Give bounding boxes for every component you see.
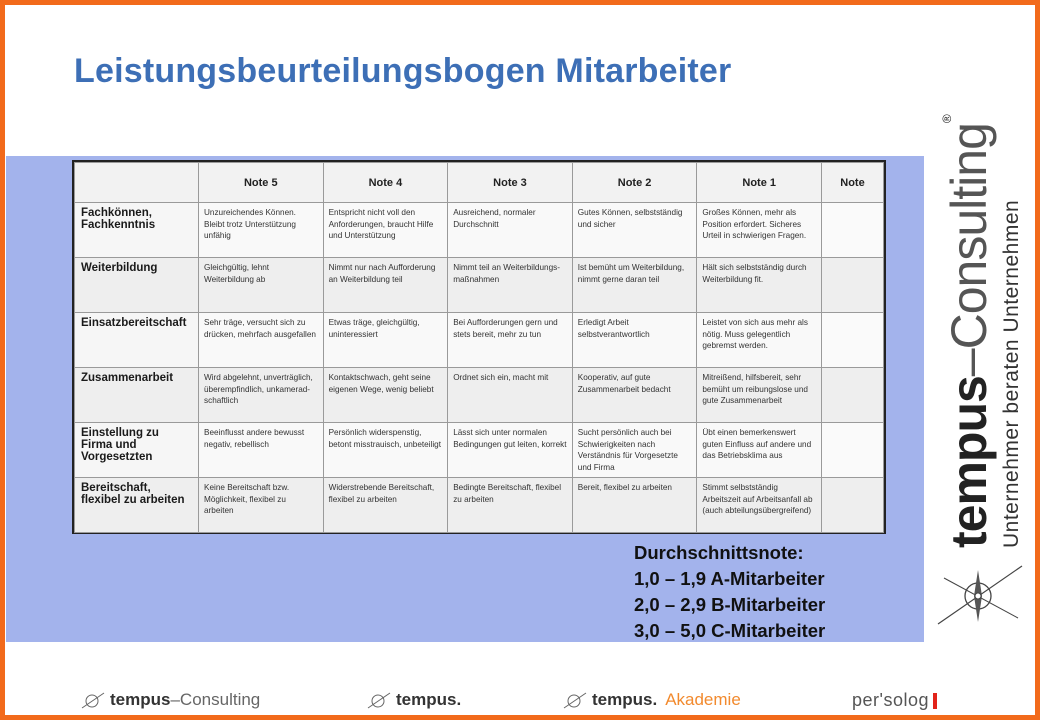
brand-name-light: –Consulting — [941, 123, 997, 377]
brand-name-bold: tempus — [941, 376, 997, 548]
table-cell: Widerstrebende Bereitschaft, flexibel zu arbeiten — [323, 478, 448, 533]
table-cell: Entspricht nicht voll den Anforderungen, braucht Hilfe und Unterstützung — [323, 203, 448, 258]
footer-logo-akademie — [562, 690, 741, 710]
legend-line-a: 1,0 – 1,9 A-Mitarbeiter — [634, 568, 825, 589]
header-cell-note3: Note 3 — [448, 163, 573, 203]
footer-logo3-bold: tempus. — [592, 690, 658, 709]
compass-icon — [934, 558, 1026, 632]
footer-logo-consulting — [80, 690, 260, 710]
table-cell: Bedingte Bereitschaft, flexibel zu arbeiten — [448, 478, 573, 533]
table-cell: Lässt sich unter normalen Bedingungen gut leiten, korrekt — [448, 423, 573, 478]
table-row — [75, 368, 884, 423]
evaluation-table — [72, 160, 886, 534]
table-cell: Sehr träge, versucht sich zu drücken, mehrfach ausgefallen — [199, 313, 324, 368]
table-row — [75, 423, 884, 478]
persolog-bar-icon — [933, 693, 937, 709]
footer-logo-tempus — [366, 690, 461, 710]
footer-logo4-text: per'solog — [852, 690, 929, 710]
table-row — [75, 313, 884, 368]
footer-logo1-light: –Consulting — [170, 690, 261, 709]
note-entry-cell — [822, 478, 884, 533]
footer-logo1-bold: tempus — [110, 690, 171, 709]
table-cell: Nimmt nur nach Aufforderung an Weiterbildung teil — [323, 258, 448, 313]
table-cell: Erledigt Arbeit selbstverantwortlich — [572, 313, 697, 368]
footer-logo2-text: tempus. — [396, 690, 462, 709]
table-header-row — [75, 163, 884, 203]
footer-logo-persolog — [852, 690, 937, 711]
criterion-cell: Einsatzbereitschaft — [75, 313, 199, 368]
table-cell: Beeinflusst andere bewusst negativ, rebellisch — [199, 423, 324, 478]
table-row — [75, 478, 884, 533]
compass-icon — [80, 690, 106, 710]
table-cell: Keine Bereitschaft bzw. Möglichkeit, flexibel zu arbeiten — [199, 478, 324, 533]
header-cell-note: Note — [822, 163, 884, 203]
note-entry-cell — [822, 203, 884, 258]
table-cell: Sucht persönlich auch bei Schwierigkeiten nach Verständnis für Vorgesetzte und Firma — [572, 423, 697, 478]
criterion-cell: Einstellung zu Firma und Vorgesetzten — [75, 423, 199, 478]
table-cell: Kooperativ, auf gute Zusammenarbeit bedacht — [572, 368, 697, 423]
criterion-cell: Weiterbildung — [75, 258, 199, 313]
table-cell: Großes Können, mehr als Position erfordert. Sicheres Urteil in schwierigen Fragen. — [697, 203, 822, 258]
footer-logo3-akademie: Akademie — [665, 690, 741, 709]
table-cell: Bei Aufforderungen gern und stets bereit, mehr zu tun — [448, 313, 573, 368]
header-cell-note1: Note 1 — [697, 163, 822, 203]
note-entry-cell — [822, 423, 884, 478]
table-cell: Kontaktschwach, geht seine eigenen Wege, wenig beliebt — [323, 368, 448, 423]
header-cell-note4: Note 4 — [323, 163, 448, 203]
grade-legend — [634, 540, 825, 644]
table-cell: Unzureichendes Können. Bleibt trotz Unterstützung unfähig — [199, 203, 324, 258]
table-cell: Gutes Können, selbstständig und sicher — [572, 203, 697, 258]
legend-line-b: 2,0 – 2,9 B-Mitarbeiter — [634, 594, 826, 615]
table-cell: Stimmt selbstständig Arbeitszeit auf Arbeitsanfall ab (auch abteilungsübergreifend) — [697, 478, 822, 533]
note-entry-cell — [822, 313, 884, 368]
table-cell: Mitreißend, hilfsbereit, sehr bemüht um reibungslose und gute Zusammenarbeit — [697, 368, 822, 423]
table-cell: Etwas träge, gleichgültig, uninteressiert — [323, 313, 448, 368]
table-cell: Übt einen bemerkenswert guten Einfluss auf andere und das Betriebsklima aus — [697, 423, 822, 478]
table-cell: Bereit, flexibel zu arbeiten — [572, 478, 697, 533]
legend-heading: Durchschnittsnote: — [634, 542, 804, 563]
registered-mark: ® — [940, 115, 954, 124]
table-cell: Ist bemüht um Weiterbildung, nimmt gerne daran teil — [572, 258, 697, 313]
compass-icon — [366, 690, 392, 710]
table-row — [75, 203, 884, 258]
header-cell-note5: Note 5 — [199, 163, 324, 203]
table-cell: Wird abgelehnt, unverträglich, überempfindlich, unkamerad-schaftlich — [199, 368, 324, 423]
footer-logos — [0, 684, 1040, 714]
note-entry-cell — [822, 258, 884, 313]
brand-logo-vertical — [940, 115, 1030, 568]
note-entry-cell — [822, 368, 884, 423]
legend-line-c: 3,0 – 5,0 C-Mitarbeiter — [634, 620, 826, 641]
page-title: Leistungsbeurteilungsbogen Mitarbeiter — [74, 52, 732, 90]
table-cell: Nimmt teil an Weiterbildungs-maßnahmen — [448, 258, 573, 313]
table-cell: Ordnet sich ein, macht mit — [448, 368, 573, 423]
criterion-cell: Bereitschaft, flexibel zu arbeiten — [75, 478, 199, 533]
header-cell-note2: Note 2 — [572, 163, 697, 203]
table-cell: Persönlich widerspenstig, betont misstrauisch, unbeteiligt — [323, 423, 448, 478]
table-cell: Ausreichend, normaler Durchschnitt — [448, 203, 573, 258]
compass-icon — [562, 690, 588, 710]
table-row — [75, 258, 884, 313]
brand-tagline: Unternehmer beraten Unternehmen — [1000, 199, 1023, 548]
table-cell: Gleichgültig, lehnt Weiterbildung ab — [199, 258, 324, 313]
header-cell — [75, 163, 199, 203]
criterion-cell: Fachkönnen, Fachkenntnis — [75, 203, 199, 258]
table-cell: Hält sich selbstständig durch Weiterbildung fit. — [697, 258, 822, 313]
criterion-cell: Zusammenarbeit — [75, 368, 199, 423]
table-cell: Leistet von sich aus mehr als nötig. Muss gelegentlich gebremst werden. — [697, 313, 822, 368]
